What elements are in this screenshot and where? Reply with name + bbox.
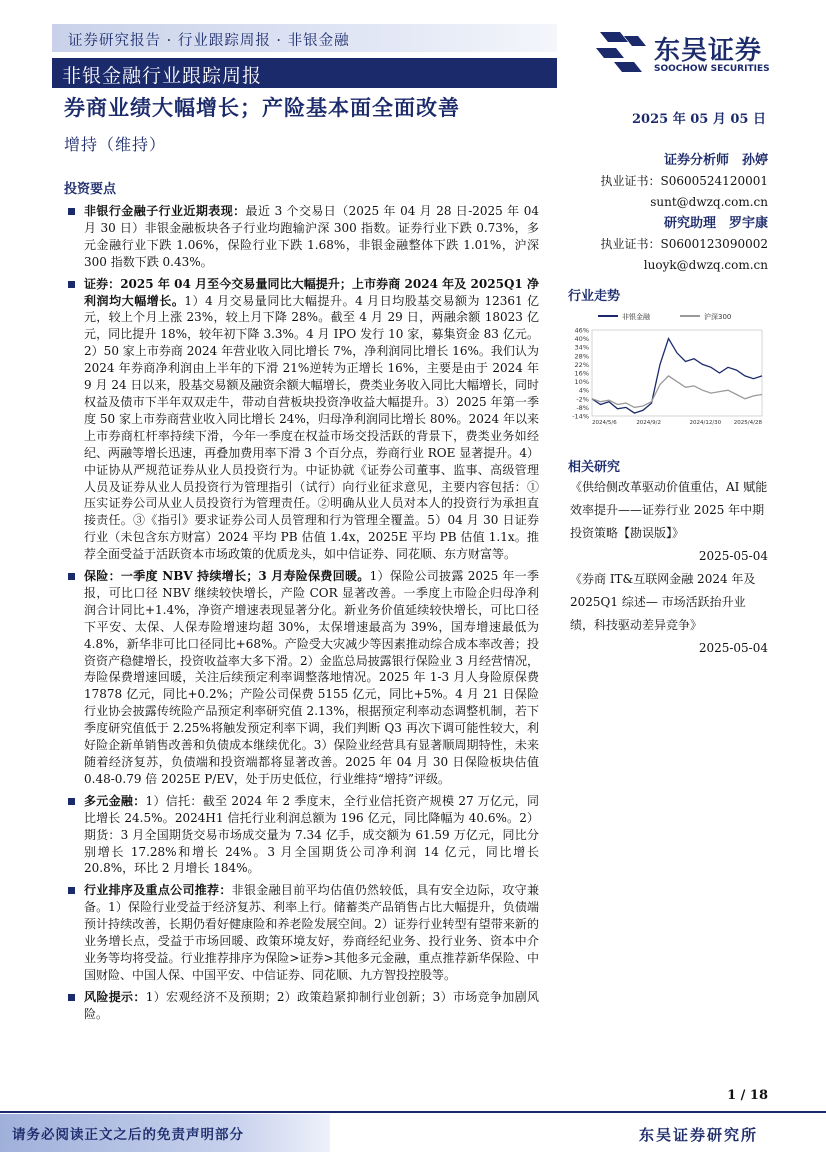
bullet-recommendations	[64, 882, 539, 983]
logo-mark-icon	[594, 28, 648, 76]
series-line-csi300	[592, 376, 762, 408]
y-tick-label: 34%	[574, 343, 589, 352]
y-tick-label: 28%	[574, 352, 589, 361]
bullet-insurance	[64, 568, 539, 788]
industry-trend-chart	[560, 304, 770, 434]
chart-frame	[592, 330, 762, 416]
series-line-nonbank	[592, 339, 762, 414]
x-tick-label: 2024/9/2	[636, 420, 662, 426]
report-date: 2025 年 05 月 05 日	[632, 112, 766, 127]
bullet-sector-performance	[64, 203, 539, 271]
bullet-diversified-finance	[64, 793, 539, 878]
y-tick-label: -14%	[572, 412, 589, 421]
y-tick-label: 46%	[574, 326, 589, 335]
trend-chart-svg	[560, 304, 770, 434]
logo-name: 东吴证券	[654, 36, 763, 66]
section-title: 投资要点	[64, 182, 117, 197]
bullet-text: 1）4 月交易量同比大幅提升。4 月日均股基交易额为 12361 亿元，较上个月上涨 23%，较上月下降 28%。截至 4 月 29 日，两融余额 18023 亿元，同比提升 18%，较年初下降 3.3%。4 月 IPO 发行 10 家，募集资金 83 亿元。2）50 家上市券商 2024 年营业收入同比增长 7%，净利润同比增长 16%。我们认为 2024 年券商净利润由上半年的下滑 21%逆转为正增长 16%，主要是由于 2024 年 9 月 24 日以来，股基交易额及融资余额大幅增长，费类业务收入同比大幅增长，同时权益及债市下半年双双走牛，带动自营板块投资净收益大幅提升。3）2025 年第一季度 50 家上市券商营业收入同比增长 24%，归母净利润同比增长 80%。2024 年以来上市券商杠杆率持续下滑，今年一季度在权益市场交投活跃的背景下，费类业务如经纪、两融等增长迅速，再叠加费用率下滑 3 个百分点，券商行业 ROE 显著提升。4）中证协从严规范证券从业人员投资行为。中证协就《证券公司董事、监事、高级管理人员及证券从业人员投资行为管理指引（试行）向行业征求意见，主要内容包括：①压实证券公司从业人员投资行为管理责任。②明确从业人员对本人的投资行为承担直接责任。③《指引》要求证券公司人员管理和行为管理全覆盖。5）04 月 30 日证券行业（未包含东方财富）2024 平均 PB 估值 1.4x，2025E 平均 PB 估值 1.1x。推荐全面受益于活跃资本市场政策的优质龙头，如中信证券、同花顺、东方财富等。	[84, 293, 539, 562]
analyst-2-email[interactable]: luoyk@dwzq.com.cn	[643, 258, 768, 272]
legend-label: 非银金融	[622, 313, 650, 321]
bullet-text: 1）保险公司披露 2025 年一季报，可比口径 NBV 继续较快增长，产险 COR 显著改善。一季度上市险企归母净利润合计同比+1.4%，净资产增速表现显著分化。新业务价值延续较快增长，可比口径下平安、太保、人保寿险增速均超 30%，太保增速最高为 39%，国寿增速最低为 4.8%，新华非可比口径同比+68%。产险受大灾减少等因素推动综合成本率改善；投资资产稳健增长，投资收益率大多下滑。2）金监总局披露银行保险业 3 月经营情况，寿险保费增速回暖，关注后续预定利率调整落地情况。2025 年 1-3 月人身险原保费 17878 亿元，同比+0.2%；产险公司保费 5155 亿元，同比+5%。4 月 21 日保险行业协会披露传统险产品预定利率研究值 2.13%，根据预定利率动态调整机制，若下季度研究值低于 2.25%将触发预定利率下调，我们判断 Q3 再次下调可能性较大，利好险企新单销售改善和负债成本继续优化。3）保险业经营具有显著顺周期特性，未来随着经济复苏，负债端和投资端都将显著改善。2025 年 04 月 30 日保险板块估值 0.48-0.79 倍 2025E P/EV，处于历史低位，行业维持“增持”评级。	[84, 569, 539, 786]
legend-label: 沪深300	[704, 313, 732, 321]
x-tick-label: 2025/4/28	[733, 420, 762, 426]
y-tick-label: 16%	[574, 369, 589, 378]
bullet-lead: 行业排序及重点公司推荐：	[84, 883, 232, 898]
analyst-1-name: 证券分析师 孙婷	[663, 153, 768, 168]
y-tick-label: -2%	[576, 395, 589, 404]
report-type-text: 证券研究报告 · 行业跟踪周报 · 非银金融	[68, 33, 350, 49]
bullet-text: 1）信托：截至 2024 年 2 季度末，全行业信托资产规模 27 万亿元，同比增长 24.5%。2024H1 信托行业利润总额为 196 亿元，同比降幅为 40.6%。2）期货：3 月全国期货交易市场成交量为 7.34 亿手，成交额为 61.59 万亿元，同比分别增长 17.28%和增长 24%。3 月全国期货公司净利润 14 亿元，同比增长 20.8%，环比 2 月增长 184%。	[84, 793, 539, 876]
institute-name: 东吴证券研究所	[638, 1126, 758, 1144]
bullet-text: 最近 3 个交易日（2025 年 04 月 28 日-2025 年 04 月 30 日）非银金融板块各子行业均跑输沪深 300 指数。证券行业下跌 0.73%，多元金融行业下跌 1.06%，保险行业下跌 1.68%，非银金融整体下跌 1.01%，沪深 300 指数下跌 0.43%。	[84, 204, 539, 269]
x-tick-label: 2024/12/30	[689, 420, 722, 426]
related-item[interactable]: 《供给侧改革驱动价值重估，AI 赋能效率提升——证券行业 2025 年中期投资策略【勘误版】》	[570, 480, 768, 540]
logo-english-name: SOOCHOW SECURITIES	[654, 64, 770, 74]
report-series-band	[52, 58, 557, 88]
bullet-lead: 多元金融：	[84, 793, 146, 808]
analyst-1-cert: 执业证书：S0600524120001	[600, 174, 768, 188]
related-item-date: 2025-05-04	[698, 641, 768, 655]
rating-label: 增持（维持）	[64, 135, 167, 154]
chart-section-title: 行业走势	[568, 289, 621, 304]
disclaimer-text: 请务必阅读正文之后的免责声明部分	[12, 1127, 244, 1143]
y-tick-label: -8%	[576, 403, 589, 412]
y-tick-label: 10%	[574, 378, 589, 387]
x-tick-label: 2024/5/6	[592, 420, 617, 426]
analyst-2-cert: 执业证书：S0600123090002	[600, 237, 768, 251]
related-research-title: 相关研究	[568, 460, 621, 475]
related-item[interactable]: 《券商 IT&互联网金融 2024 年及 2025Q1 综述— 市场活跃抬升业绩，科技驱动差异竞争》	[570, 572, 756, 632]
report-type-tag	[52, 24, 557, 52]
report-headline: 券商业绩大幅增长；产险基本面全面改善	[64, 95, 460, 120]
bullet-lead: 非银行金融子行业近期表现：	[84, 204, 246, 218]
page-number: 1 / 18	[727, 1088, 768, 1103]
bullet-text: 非银金融目前平均估值仍然较低，具有安全边际，攻守兼备。1）保险行业受益于经济复苏、利率上行。储蓄类产品销售占比大幅提升，负债端预计持续改善，长期仍看好健康险和养老险发展空间。2）证券行业转型有望带来新的业务增长点，受益于市场回暖、政策环境友好，券商经纪业务、投行业务、资本中介业务等均将受益。行业推荐排序为保险>证券>其他多元金融，重点推荐新华保险、中国财险、中国人保、中国平安、中信证券、同花顺、九方智投控股等。	[84, 883, 539, 982]
related-item-date: 2025-05-04	[698, 549, 768, 563]
bullet-lead: 风险提示：	[84, 989, 146, 1004]
y-tick-label: 22%	[574, 360, 589, 369]
investment-highlights	[64, 178, 539, 1028]
footer-divider	[0, 1111, 826, 1113]
bullet-securities	[64, 276, 539, 563]
disclaimer-banner	[0, 1114, 330, 1152]
analyst-block	[568, 150, 768, 276]
y-tick-label: 40%	[574, 335, 589, 344]
report-series-title: 非银金融行业跟踪周报	[62, 65, 263, 87]
y-tick-label: 4%	[578, 386, 589, 395]
related-research-list	[568, 476, 768, 660]
bullet-text: 1）宏观经济不及预期；2）政策趋紧抑制行业创新；3）市场竞争加剧风险。	[84, 989, 539, 1021]
bullet-risks	[64, 989, 539, 1023]
bullet-lead: 保险：一季度 NBV 持续增长；3 月寿险保费回暖。	[84, 569, 370, 584]
analyst-1-email[interactable]: sunt@dwzq.com.cn	[650, 195, 768, 209]
company-logo	[594, 26, 784, 76]
bullet-lead: 证券：2025 年 04 月至今交易量同比大幅提升；上市券商 2024 年及 2025Q1 净利润均大幅增长。	[84, 276, 539, 308]
analyst-2-name: 研究助理 罗宇康	[663, 216, 768, 231]
